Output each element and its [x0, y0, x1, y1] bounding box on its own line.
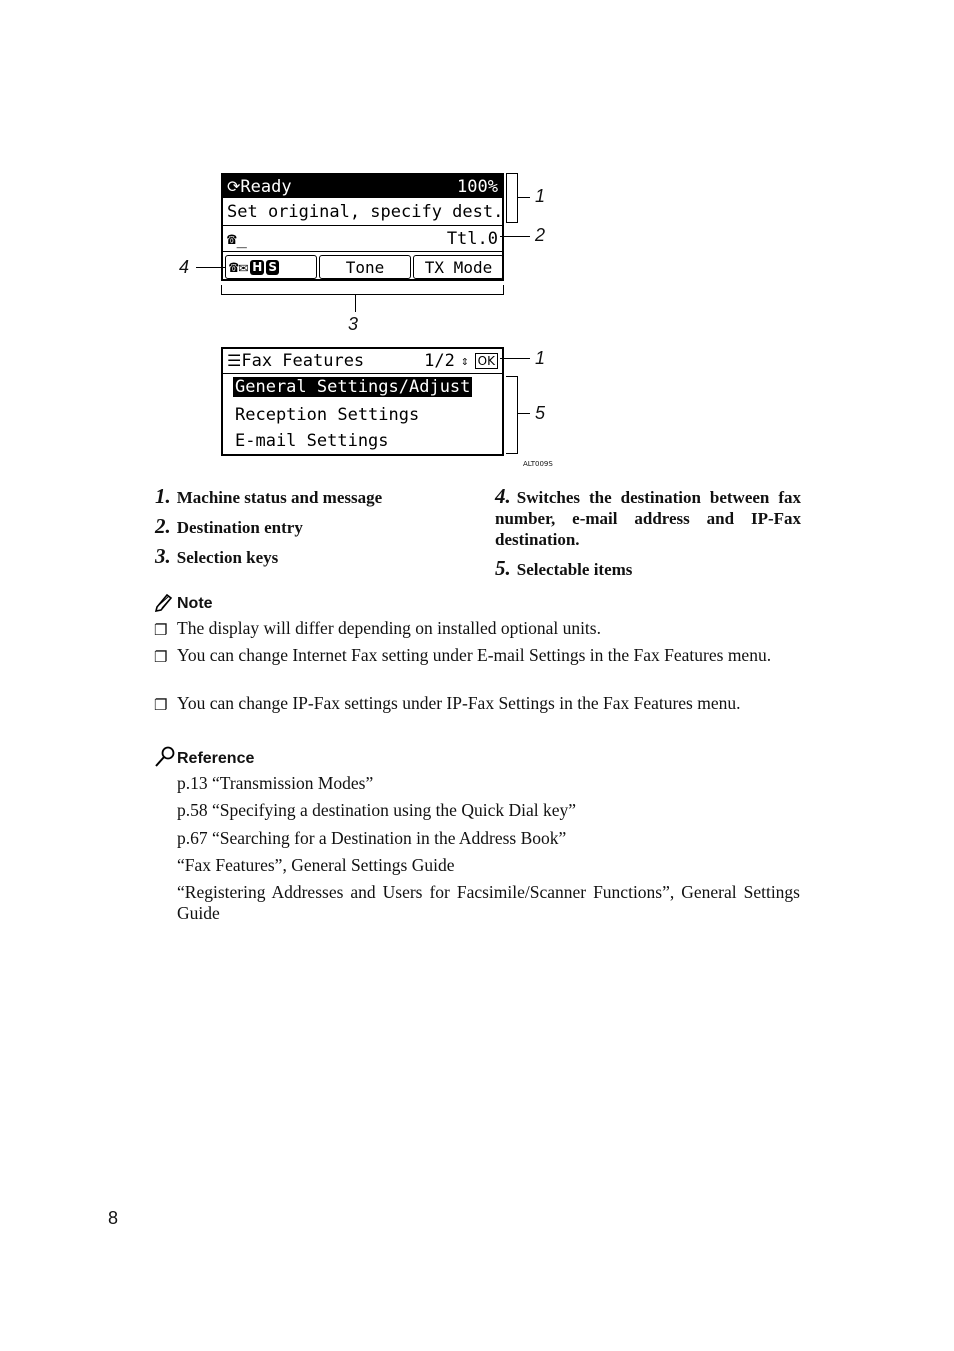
- reference-link[interactable]: p.58 “Specifying a destination using the Quick Dial key”: [177, 800, 577, 820]
- scroll-updown-icon[interactable]: ⇕: [460, 353, 469, 369]
- fax-features-screen: [221, 347, 504, 456]
- reference-link[interactable]: “Fax Features”, General Settings Guide: [177, 855, 455, 875]
- menu-item-general[interactable]: General Settings/Adjust: [235, 377, 471, 397]
- fax-display-screen: [221, 173, 504, 281]
- reference-link[interactable]: “Registering Addresses and Users for Facsimile/Scanner Functions”, General Settings Guide: [177, 882, 800, 923]
- ready-icon: ⟳: [227, 176, 241, 196]
- phone-icon: ☎: [229, 257, 239, 276]
- tx-mode-label: TX Mode: [424, 257, 493, 277]
- note-item: You can change IP-Fax settings under IP-Fax Settings in the Fax Features menu.: [177, 693, 741, 713]
- total-count: Ttl.0: [446, 228, 498, 249]
- checkbox-icon: ❐: [154, 696, 168, 714]
- callout-1: 1: [535, 348, 546, 368]
- menu-title-bar: [223, 349, 502, 373]
- pencil-icon: [154, 592, 174, 612]
- tone-key[interactable]: [319, 255, 411, 279]
- legend-item: 5. Selectable items: [495, 556, 633, 580]
- magnifier-icon: [154, 746, 176, 768]
- callout-5: 5: [535, 403, 546, 423]
- selection-keys: [225, 255, 500, 279]
- note-heading: Note: [177, 595, 213, 612]
- message-line: [223, 199, 502, 225]
- status-row: [227, 177, 292, 197]
- destination-type-key[interactable]: [225, 255, 317, 279]
- h-icon: H: [252, 259, 263, 274]
- reference-link[interactable]: p.67 “Searching for a Destination in the Address Book”: [177, 828, 567, 848]
- note-item: You can change Internet Fax setting under E-mail Settings in the Fax Features menu.: [177, 645, 772, 665]
- status-bar: [223, 175, 502, 198]
- phone-icon: ☎: [227, 228, 237, 248]
- menu-item[interactable]: [233, 377, 472, 399]
- callout-3: 3: [348, 314, 359, 334]
- s-icon: S: [268, 259, 277, 274]
- checkbox-icon: ❐: [154, 621, 168, 639]
- page-number: 8: [108, 1208, 119, 1228]
- zoom-level: 100%: [457, 176, 498, 197]
- menu-title: Fax Features: [241, 351, 365, 371]
- page-indicator: 1/2: [424, 351, 455, 371]
- message-text: Set original, specify dest.: [227, 202, 504, 222]
- menu-icon: ☰: [227, 351, 242, 370]
- reference-heading: Reference: [177, 750, 255, 767]
- email-icon: ✉: [238, 257, 249, 276]
- ok-button[interactable]: OK: [475, 353, 498, 369]
- callout-2: 2: [535, 225, 546, 245]
- figure-id: ALT009S: [523, 460, 553, 468]
- tone-label: Tone: [345, 257, 385, 277]
- status-text: Ready: [240, 176, 292, 197]
- legend-item: 4. Switches the destination between fax number, e-mail address and IP-Fax destination.: [495, 484, 801, 549]
- checkbox-icon: ❐: [154, 648, 168, 666]
- callout-1: 1: [535, 186, 546, 206]
- menu-item-email[interactable]: E-mail Settings: [235, 431, 389, 451]
- menu-item-reception[interactable]: Reception Settings: [235, 405, 420, 425]
- callout-4: 4: [179, 257, 190, 277]
- destination-cursor: _: [236, 228, 247, 249]
- legend-item: 2. Destination entry: [155, 514, 303, 538]
- destination-line: [223, 226, 502, 251]
- tx-mode-key[interactable]: [413, 255, 504, 279]
- note-item: The display will differ depending on installed optional units.: [177, 618, 601, 638]
- legend-item: 1. Machine status and message: [155, 484, 383, 508]
- legend-item: 3. Selection keys: [155, 544, 279, 568]
- reference-link[interactable]: p.13 “Transmission Modes”: [177, 773, 374, 793]
